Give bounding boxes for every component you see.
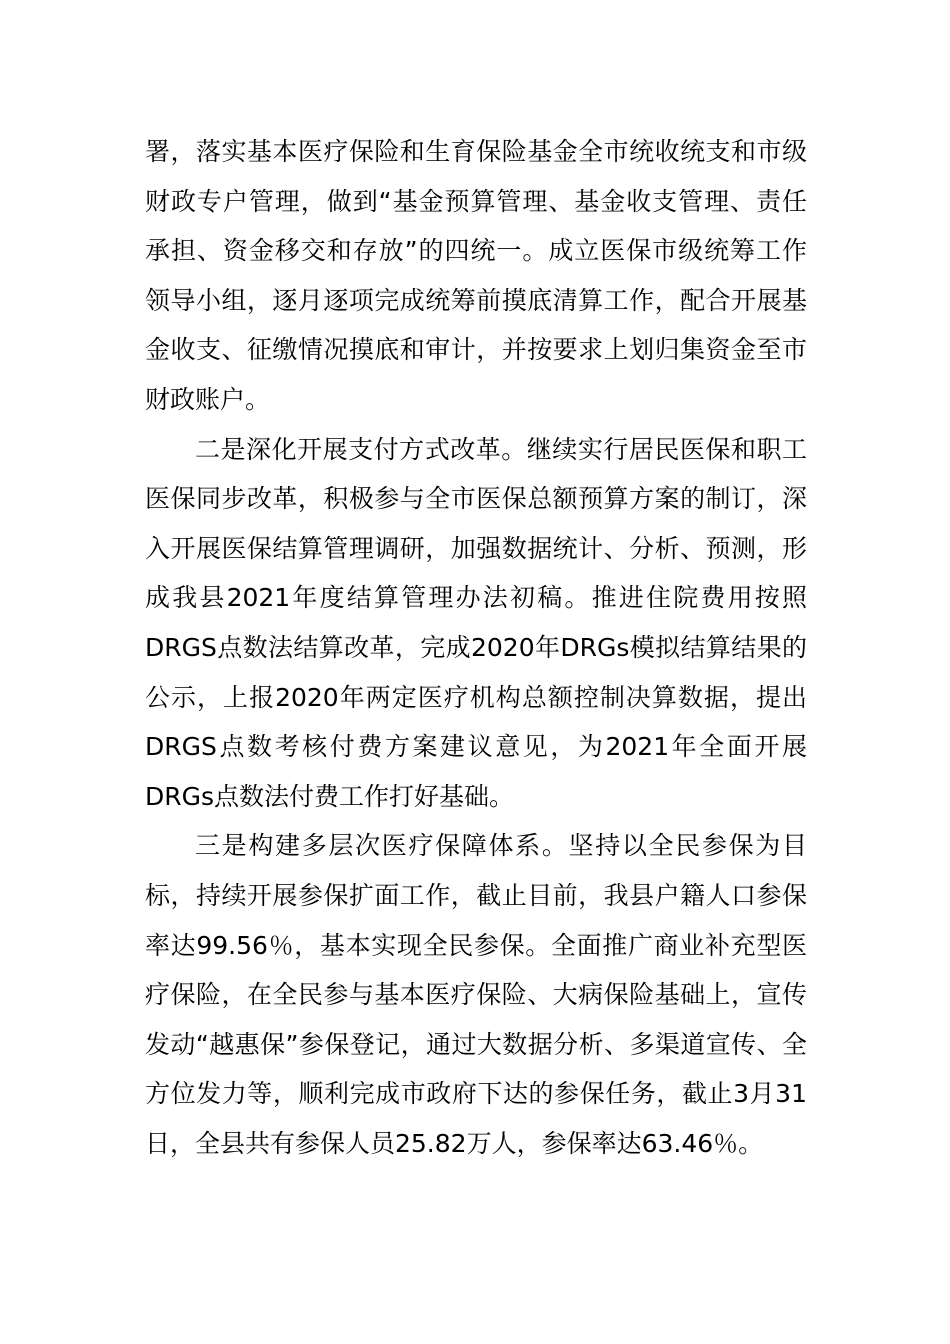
paragraph-payment-reform: 二是深化开展支付方式改革。继续实行居民医保和职工医保同步改革，积极参与全市医保总额预算方案的制订，深入开展医保结算管理调研，加强数据统计、分析、预测，形成我县2021年度结算管理办法初稿。推进住院费用按照DRGS点数法结算改革，完成2020年DRGs模拟结算结果的公示，上报2020年两定医疗机构总额控制决算数据，提出DRGS点数考核付费方案建议意见，为2021年全面开展DRGs点数法付费工作打好基础。 bbox=[145, 434, 807, 811]
document-body bbox=[145, 127, 807, 1168]
paragraph-continuation: 署，落实基本医疗保险和生育保险基金全市统收统支和市级财政专户管理，做到“基金预算管理、基金收支管理、责任承担、资金移交和存放”的四统一。成立医保市级统筹工作领导小组，逐月逐项完成统筹前摸底清算工作，配合开展基金收支、征缴情况摸底和审计，并按要求上划归集资金至市财政账户。 bbox=[145, 137, 807, 414]
paragraph-insurance-system: 三是构建多层次医疗保障体系。坚持以全民参保为目标，持续开展参保扩面工作，截止目前，我县户籍人口参保率达99.56％，基本实现全民参保。全面推广商业补充型医疗保险，在全民参与基本医疗保险、大病保险基础上，宣传发动“越惠保”参保登记，通过大数据分析、多渠道宣传、全方位发力等，顺利完成市政府下达的参保任务，截止3月31日，全县共有参保人员25.82万人，参保率达63.46％。 bbox=[145, 831, 807, 1158]
